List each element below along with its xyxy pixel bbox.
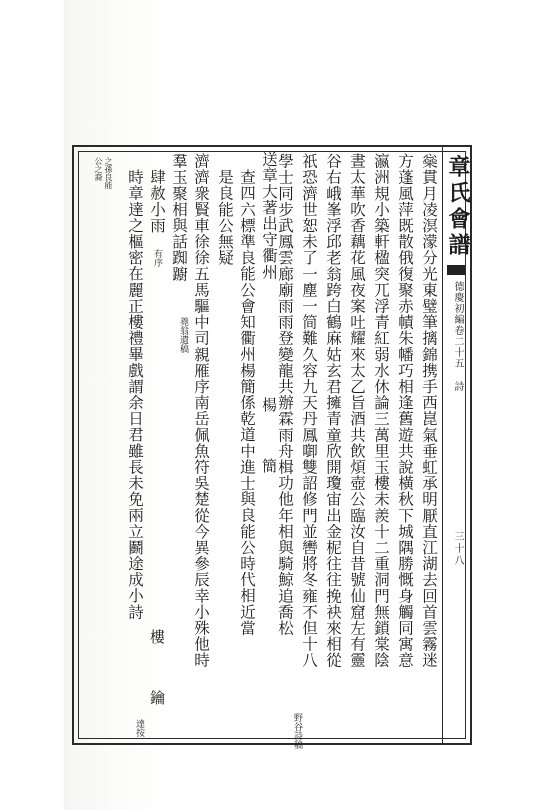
- side-note-2: 公之裔: [94, 157, 103, 181]
- book-spine-column: [442, 147, 470, 743]
- author-loushu: 樓 鑰: [148, 629, 166, 719]
- preface-column: 時章達之樞密在麗正樓禮畢戲謂余日君雖長未免兩立鬬途成小詩: [126, 169, 144, 620]
- poem-column-1: 橤貫月凌溟濛分光東璧筆摛錦携手西崑氣垂虹承明厭直江湖去回首雲霧迷: [420, 153, 438, 669]
- poem-title-songzhang: 送章大著出守衢州: [260, 151, 278, 280]
- source-note-yegu: 野谷詩稿: [292, 713, 302, 749]
- fishtail-mark: [447, 265, 465, 275]
- poem-column-3: 瀛洲規小築軒楹突兀浮青紅弱水休論三萬里玉樓未羨十二重洞門無鎖棠陰: [372, 153, 390, 669]
- poem2-column-1: 濟濟衆賢車徐徐五馬驅中司親雁序南岳佩魚符吳楚從今異參辰幸小殊他時: [192, 153, 210, 669]
- poem-title-note: 有序: [152, 249, 162, 267]
- poem-column-7: 學士同步武鳳雲廊廟雨雨登變龍共辦霖雨舟楫功他年相與騎鯨追喬松: [276, 153, 294, 636]
- page-frame: [72, 145, 472, 749]
- bio-column-2: 是良能公無疑: [216, 169, 234, 266]
- book-title: 章氏會譜: [445, 155, 471, 259]
- poem2-column-2: 羣玉聚相與話踟躕: [170, 153, 188, 282]
- poem-column-2: 方蓬風萍既散俄復聚赤幘朱幡巧相逢舊遊共說橫秋下城隅勝慨身觸同寓意: [396, 153, 414, 669]
- bio-column-1: 查四六標準良能公會知衢州楊簡係乾道中進士與良能公時代相近當: [238, 169, 256, 636]
- poem2-source-note: 蕘翁遺稿: [178, 317, 188, 353]
- preface-end-note: 達按: [134, 719, 144, 737]
- page-number: 三十八: [452, 531, 463, 567]
- volume-label: 德慶初編卷二十五 詩: [452, 281, 463, 392]
- poem-column-6: 祇恐濟世恕未了一塵一简難久容九天丹鳳啣雙詔修門並轡將冬雍不但十八: [300, 153, 318, 669]
- author-yangjian: 楊 簡: [260, 397, 278, 487]
- poem-column-4: 晝太華吹香藕花風夜案吐耀來太乙旨酒共飲煩壺公臨汝自昔號仙窟左有靈: [348, 153, 366, 669]
- poem-column-5: 谷右峨峯浮邱老翁跨白鶴麻姑玄君擁青童欣開瓊宙出金柅往往挽袂來相從: [324, 153, 342, 669]
- poem-title-sishe: 肆赦小雨: [148, 169, 166, 234]
- side-note-1: 之孫良能: [104, 157, 113, 189]
